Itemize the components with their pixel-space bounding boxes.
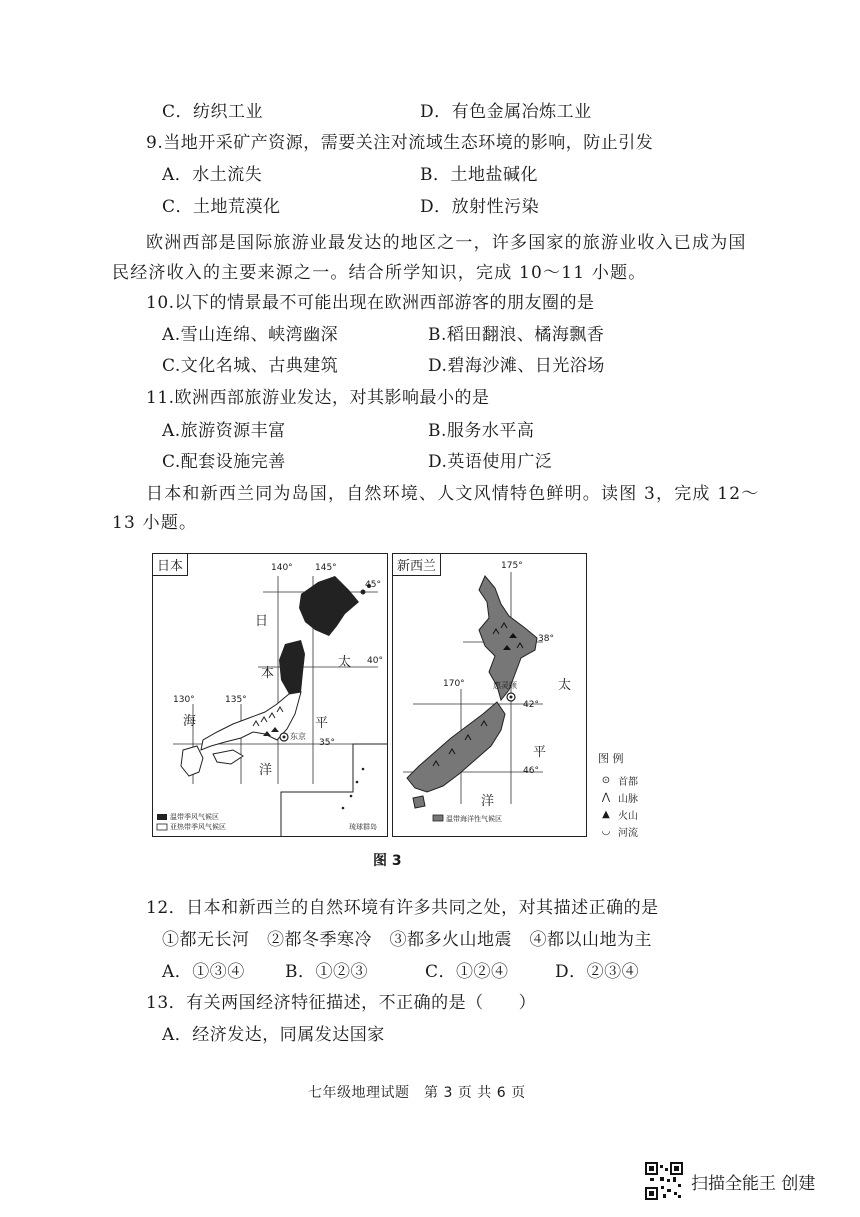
japan-lon-135: 135° [225,695,247,705]
q9-option-d: D．放射性污染 [420,197,540,217]
q8-option-d: D．有色金属冶炼工业 [420,102,592,122]
japan-legend-temperate: 温带季风气候区 [170,813,219,821]
figure-caption: 图 3 [373,853,402,869]
legend-capital-label: 首都 [618,777,638,788]
q12-option-a: A．①③④ [162,962,245,982]
scanner-watermark-text: 扫描全能王 创建 [691,1173,816,1194]
map-legend [598,750,638,840]
legend-row-capital [598,772,638,789]
q10-option-d: D.碧海沙滩、日光浴场 [428,356,605,376]
qr-code-icon [645,1162,683,1200]
q12-option-c: C．①②④ [425,962,509,982]
q9-option-b: B．土地盐碱化 [420,165,538,185]
q11-option-a: A.旅游资源丰富 [162,421,286,441]
nz-lat-42: 42° [523,700,539,710]
legend-volcano-label: 火山 [618,811,638,822]
intro-10-11-line1: 欧洲西部是国际旅游业最发达的地区之一，许多国家的旅游业收入已成为国 [146,233,747,253]
q10-option-a: A.雪山连绵、峡湾幽深 [162,325,339,345]
japan-legend-subtropical: 亚热带季风气候区 [170,823,226,831]
intro-10-11-line2: 民经济收入的主要来源之一。结合所学知识，完成 10～11 小题。 [112,263,647,283]
q11-option-c: C.配套设施完善 [162,452,286,472]
japan-lon-145: 145° [315,563,337,573]
q12-statements: ①都无长河 ②都冬季寒冷 ③都多火山地震 ④都以山地为主 [162,930,652,950]
map-legend-title: 图 例 [598,752,624,765]
intro-12-13-line1: 日本和新西兰同为岛国，自然环境、人文风情特色鲜明。读图 3，完成 12～ [146,484,760,504]
q9-stem: 9.当地开采矿产资源，需要关注对流域生态环境的影响，防止引发 [146,133,654,153]
q13-stem: 13．有关两国经济特征描述，不正确的是（ ） [146,993,537,1013]
page-footer: 七年级地理试题 第 3 页 共 6 页 [308,1085,526,1101]
japan-label-ping: 平 [315,716,329,731]
nz-lat-38: 38° [538,634,554,644]
q10-stem: 10.以下的情景最不可能出现在欧洲西部游客的朋友圈的是 [146,293,595,313]
river-icon: ◡ [601,826,611,837]
q10-option-c: C.文化名城、古典建筑 [162,356,339,376]
capital-icon: ⊙ [601,775,611,786]
nz-label-ping: 平 [533,745,547,760]
japan-label-yang: 洋 [259,763,273,778]
q11-stem: 11.欧洲西部旅游业发达，对其影响最小的是 [146,388,490,408]
q8-option-c: C．纺织工业 [162,102,264,122]
japan-label-hai: 海 [183,714,197,729]
legend-row-mountain [598,789,638,806]
q12-option-b: B．①②③ [285,962,368,982]
japan-lat-40: 40° [367,656,383,666]
new-zealand-map [392,553,587,837]
q9-option-a: A．水土流失 [162,165,263,185]
nz-lon-170: 170° [443,679,465,689]
japan-label-tai: 太 [338,655,352,670]
japan-tokyo-label: 东京 [290,732,306,741]
japan-ryukyu-label: 琉球群岛 [349,823,377,831]
mountain-icon: ⋀ [601,792,611,803]
nz-label-tai: 太 [558,678,572,693]
legend-mountain-label: 山脉 [618,794,638,805]
nz-label-yang: 洋 [481,794,495,809]
q11-option-d: D.英语使用广泛 [428,452,553,472]
q9-option-c: C．土地荒漠化 [162,197,281,217]
figure-3 [152,553,587,837]
q11-option-b: B.服务水平高 [428,421,535,441]
legend-row-volcano [598,806,638,823]
new-zealand-map-label: 新西兰 [393,554,441,576]
scanner-watermark [645,1162,815,1200]
japan-map-label: 日本 [153,554,188,576]
q13-option-a: A．经济发达，同属发达国家 [162,1025,385,1045]
japan-label-ben: 本 [261,666,275,681]
q10-option-b: B.稻田翻浪、橘海飘香 [428,325,605,345]
legend-river-label: 河流 [618,828,638,839]
volcano-icon: ▲ [602,809,610,820]
japan-lat-45: 45° [365,580,381,590]
japan-lon-140: 140° [271,563,293,573]
q12-stem: 12．日本和新西兰的自然环境有许多共同之处，对其描述正确的是 [146,898,659,918]
japan-label-ri: 日 [255,614,269,629]
japan-lon-130: 130° [173,695,195,705]
nz-wellington-label: 惠灵顿 [493,681,517,690]
nz-legend-maritime: 温带海洋性气候区 [446,815,502,823]
japan-lat-35: 35° [319,738,335,748]
nz-lat-46: 46° [523,766,539,776]
japan-map [152,553,388,837]
q12-option-d: D．②③④ [555,962,640,982]
intro-12-13-line2: 13 小题。 [112,513,198,533]
legend-row-river [598,823,638,840]
nz-lon-175: 175° [501,561,523,571]
